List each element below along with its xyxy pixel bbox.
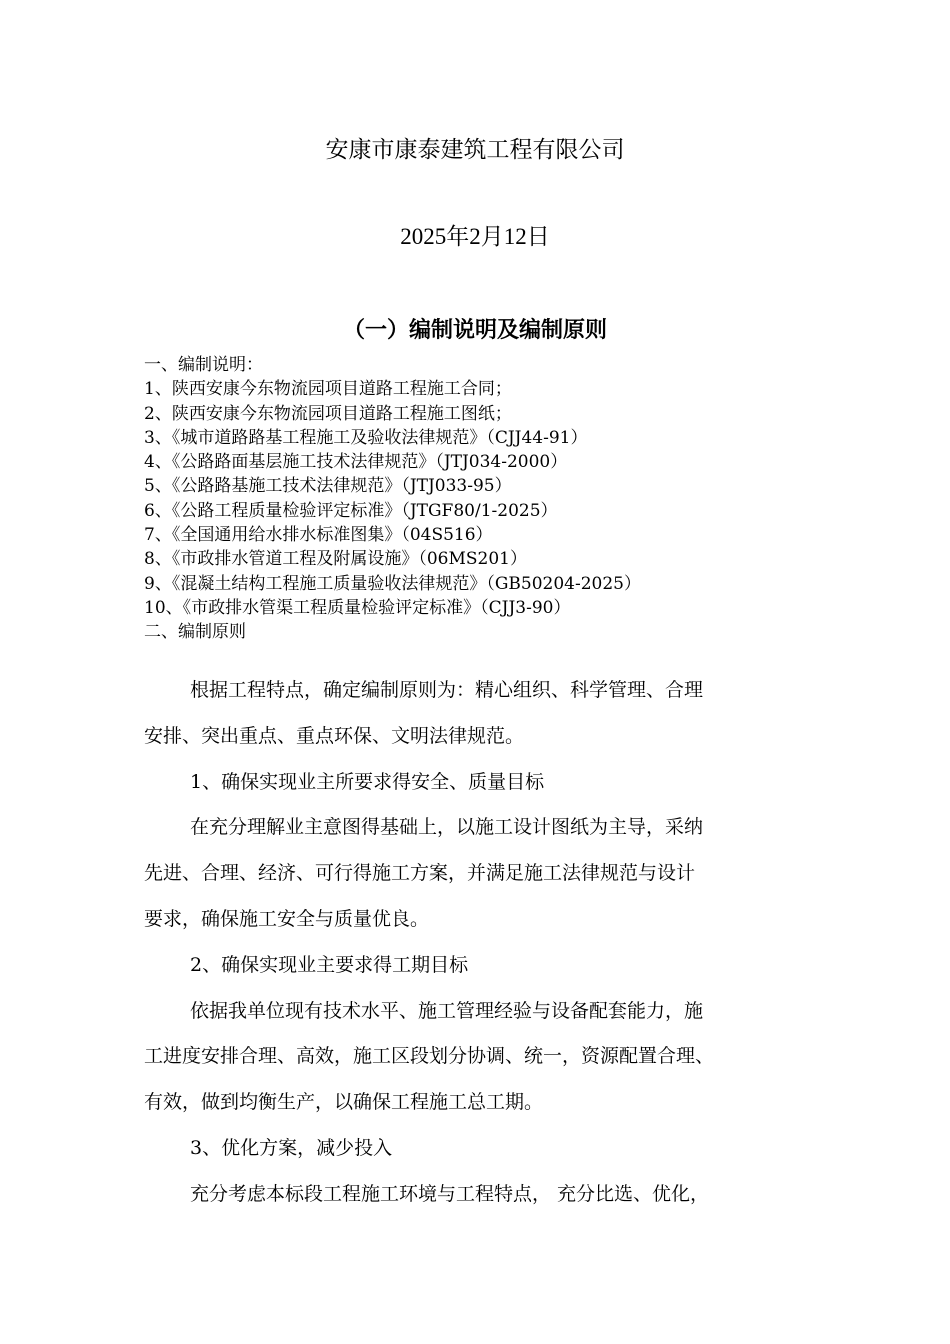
- list-item: 9、《混凝土结构工程施工质量验收法律规范》（GB50204-2025）: [144, 573, 641, 594]
- specification-list: [144, 353, 844, 645]
- body-line: 安排、突出重点、重点环保、文明法律规范。: [144, 724, 525, 747]
- company-name: 安康市康泰建筑工程有限公司: [325, 137, 625, 163]
- list-item: 5、《公路路基施工技术法律规范》（JTJ033-95）: [144, 476, 512, 497]
- body-line: 在充分理解业主意图得基础上，以施工设计图纸为主导，采纳: [190, 816, 704, 839]
- section-heading: （一）编制说明及编制原则: [342, 317, 607, 343]
- principles-body: [144, 668, 834, 1218]
- body-line: 充分考虑本标段工程施工环境与工程特点， 充分比选、优化，: [190, 1182, 710, 1205]
- body-line: 依据我单位现有技术水平、施工管理经验与设备配套能力，施: [190, 999, 704, 1022]
- list-item: 2、陕西安康今东物流园项目道路工程施工图纸；: [144, 403, 512, 424]
- body-line: 有效，做到均衡生产，以确保工程施工总工期。: [144, 1091, 544, 1114]
- subheading-line: 2、确保实现业主要求得工期目标: [190, 953, 469, 976]
- subheading-line: 1、确保实现业主所要求得安全、质量目标: [190, 770, 545, 793]
- list-item: 1、陕西安康今东物流园项目道路工程施工合同；: [144, 379, 512, 400]
- list-item: 8、《市政排水管道工程及附属设施》（06MS201）: [144, 549, 527, 570]
- body-line: 工进度安排合理、高效，施工区段划分协调、统一，资源配置合理、: [144, 1045, 715, 1068]
- list-item: 10、《市政排水管渠工程质量检验评定标准》（CJJ3-90）: [144, 597, 571, 618]
- list-item: 一、编制说明：: [144, 355, 263, 375]
- body-line: 根据工程特点，确定编制原则为：精心组织、科学管理、合理: [190, 679, 704, 701]
- document-date: 2025年2月12日: [400, 224, 550, 249]
- body-line: 先进、合理、经济、可行得施工方案，并满足施工法律规范与设计: [144, 862, 696, 885]
- body-line: 要求，确保施工安全与质量优良。: [144, 907, 430, 930]
- list-item: 6、《公路工程质量检验评定标准》（JTGF80/1-2025）: [144, 500, 558, 521]
- list-item: 二、编制原则: [144, 622, 246, 643]
- subheading-line: 3、优化方案，减少投入: [190, 1136, 393, 1159]
- list-item: 3、《城市道路路基工程施工及验收法律规范》（CJJ44-91）: [144, 427, 588, 448]
- list-item: 4、《公路路面基层施工技术法律规范》（JTJ034-2000）: [144, 452, 568, 473]
- list-item: 7、《全国通用给水排水标准图集》（04S516）: [144, 525, 493, 546]
